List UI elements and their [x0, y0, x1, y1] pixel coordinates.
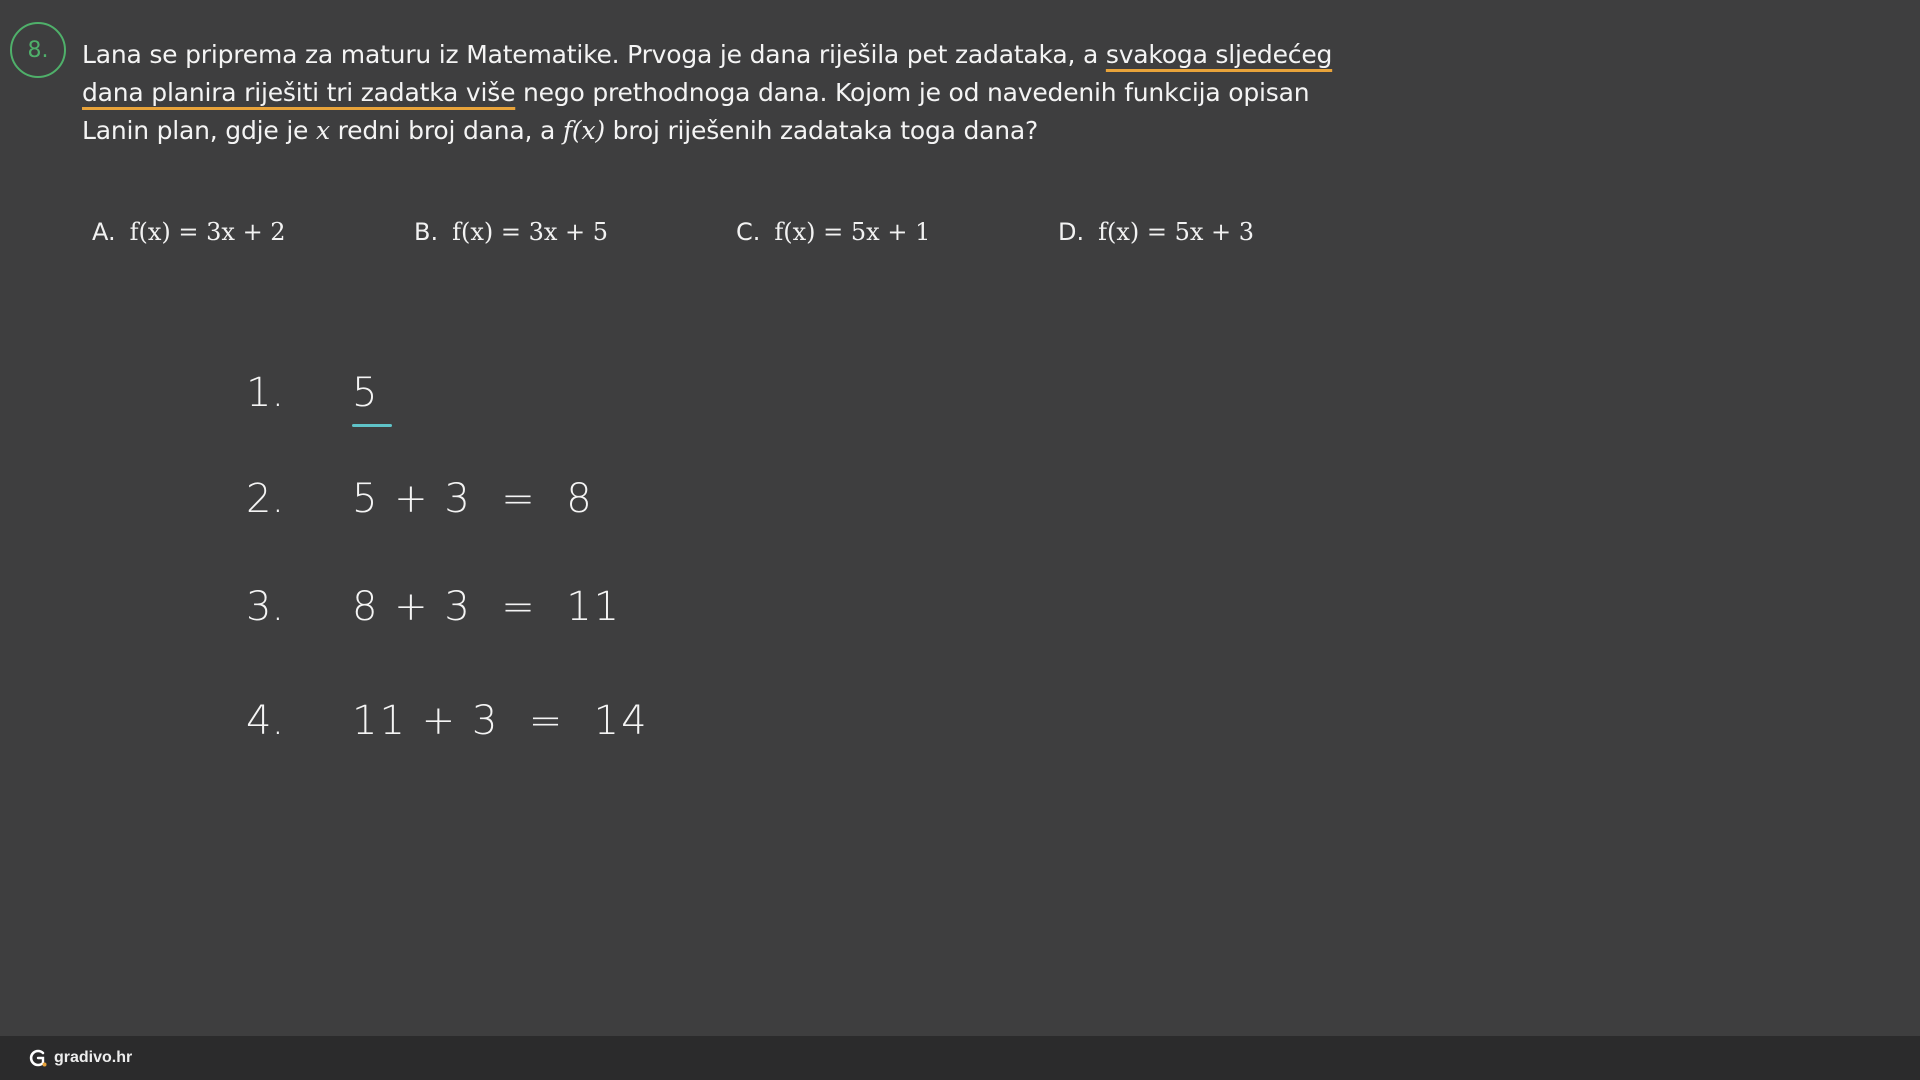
answer-options	[92, 218, 1292, 258]
work-index: 3.	[246, 584, 285, 630]
option-d[interactable]	[1058, 218, 1254, 246]
answer-underline	[352, 424, 392, 427]
function-fx: f(x)	[562, 116, 605, 145]
option-a[interactable]	[92, 218, 286, 246]
option-letter: C.	[736, 218, 761, 246]
problem-text	[82, 36, 1362, 150]
option-c[interactable]	[736, 218, 930, 246]
brand-name: gradivo.hr	[54, 1049, 133, 1066]
option-letter: B.	[414, 218, 439, 246]
work-index: 1.	[246, 370, 285, 416]
problem-highlight-1: svakoga sljedećeg	[1105, 40, 1333, 69]
option-formula: f(x) = 5x + 3	[1098, 218, 1255, 246]
option-letter: D.	[1058, 218, 1085, 246]
variable-x: x	[316, 116, 330, 145]
gradivo-logo-icon	[28, 1048, 48, 1068]
option-letter: A.	[92, 218, 116, 246]
option-formula: f(x) = 3x + 2	[129, 218, 286, 246]
option-formula: f(x) = 5x + 1	[774, 218, 931, 246]
problem-highlight-2: dana planira riješiti tri zadatka više	[82, 78, 516, 107]
problem-text-part4: broj riješenih zadataka toga dana?	[604, 116, 1039, 145]
problem-text-part3: redni broj dana, a	[329, 116, 563, 145]
work-calc: 8 + 3 = 11	[352, 584, 622, 630]
work-index: 4.	[246, 698, 285, 744]
option-b[interactable]	[414, 218, 608, 246]
problem-text-part2: nego prethodnoga dana. Kojom je od navedenih funkcija opisan Lanin plan, gdje je	[82, 78, 1310, 145]
work-calc: 5	[352, 370, 380, 416]
problem-text-part1: Lana se priprema za maturu iz Matematike. Prvoga je dana riješila pet zadataka, a	[82, 40, 1106, 69]
work-calc: 5 + 3 = 8	[352, 476, 594, 522]
handwritten-work	[240, 370, 740, 770]
work-index: 2.	[246, 476, 285, 522]
option-formula: f(x) = 3x + 5	[452, 218, 609, 246]
work-calc: 11 + 3 = 14	[352, 698, 649, 744]
brand[interactable]	[28, 1048, 132, 1068]
problem-number: 8.	[27, 37, 49, 63]
problem-number-badge	[10, 22, 66, 78]
footer-bar	[0, 1036, 1920, 1080]
